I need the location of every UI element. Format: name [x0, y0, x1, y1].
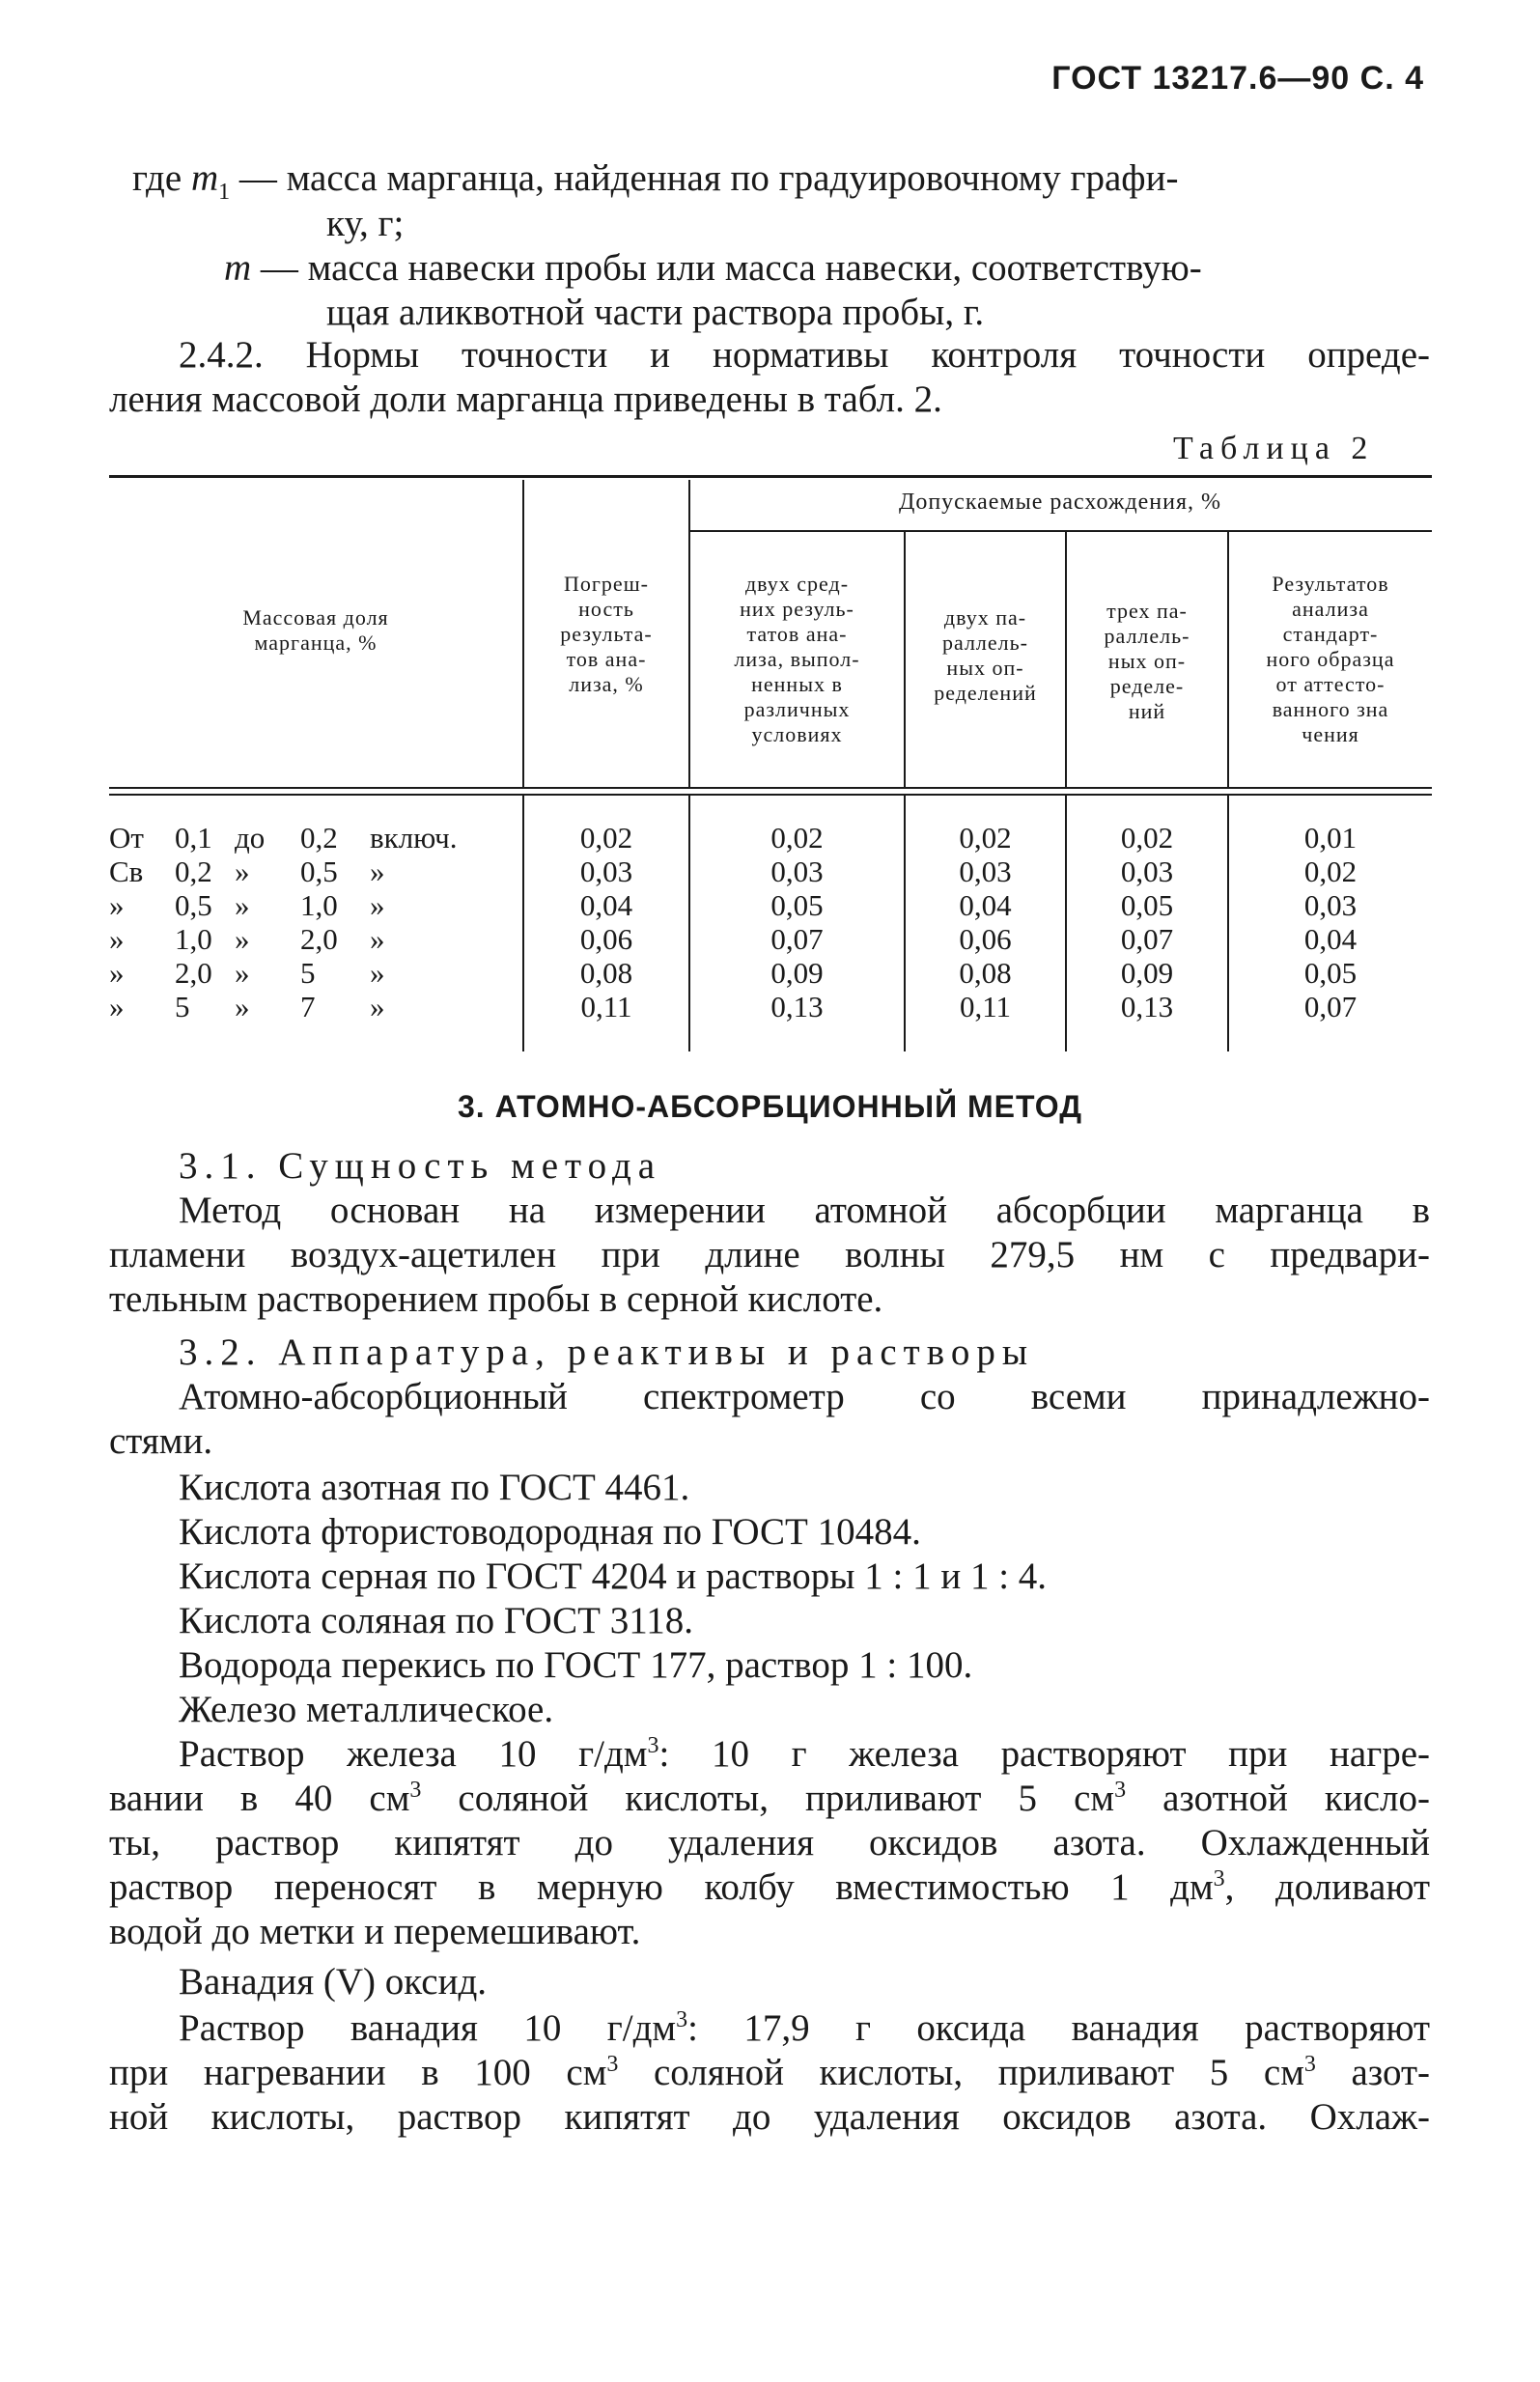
col-header-two-parallel: двух па- раллель- ных оп- ределений [934, 605, 1037, 705]
iron-solution-line-1: Раствор железа 10 $г/дм^3$: 10 г железа растворяют при нагре- [179, 1733, 1430, 1775]
reagent-item: Водорода перекись по ГОСТ 177, раствор 1 : 100. [179, 1644, 973, 1686]
row-label-part: » [370, 855, 385, 888]
row-label-part: » [370, 956, 385, 990]
row-label-part: » [370, 990, 385, 1023]
table-cell: 0,06 [959, 922, 1012, 956]
col-header-mass-fraction: Массовая доля марганца, % [242, 605, 389, 655]
table-cell: 0,13 [770, 990, 824, 1023]
row-label-part: 0,5 [300, 855, 338, 888]
table-cell: 0,04 [959, 888, 1012, 922]
col-header-reference-sample: Результатов анализа стандарт- ного образца от аттесто- ванного зна чения [1266, 572, 1395, 746]
row-label-part: Св [109, 855, 144, 888]
table-cell: 0,03 [959, 855, 1012, 888]
row-label-part: » [109, 956, 125, 990]
table-cell: 0,05 [1120, 888, 1174, 922]
heading-3-2: 3.2. Аппаратура, реактивы и растворы [179, 1331, 1035, 1373]
table-cell: 0,02 [1120, 821, 1174, 855]
row-label-part: 1,0 [300, 888, 338, 922]
reagent-item: Железо металлическое. [179, 1689, 554, 1730]
row-label-part: 5 [300, 956, 316, 990]
table-cell: 0,03 [1120, 855, 1174, 888]
reagent-item: Кислота фтористоводородная по ГОСТ 10484. [179, 1511, 921, 1553]
table-cell: 0,04 [579, 888, 633, 922]
table-cell: 0,02 [770, 821, 824, 855]
table-cell: 0,11 [580, 990, 632, 1023]
reagent-item: Кислота соляная по ГОСТ 3118. [179, 1600, 694, 1641]
row-label-part: » [235, 956, 250, 990]
definition-m1: где $m_1$ — масса марганца, найденная по градуировочному графи- [132, 157, 1179, 205]
table-top-rule [109, 475, 1432, 478]
table-cell: 0,07 [770, 922, 824, 956]
row-label-part: 0,1 [175, 821, 212, 855]
table-cell: 0,02 [1303, 855, 1358, 888]
row-label-part: » [109, 888, 125, 922]
table-cell: 0,06 [579, 922, 633, 956]
row-label-part: » [235, 922, 250, 956]
table-header-rule-1 [109, 787, 1432, 789]
table-caption: Таблица 2 [1173, 431, 1375, 466]
row-label-part: От [109, 821, 144, 855]
table-cell: 0,13 [1120, 990, 1174, 1023]
row-label-part: » [235, 855, 250, 888]
row-label-part: 5 [175, 990, 190, 1023]
row-label-part: » [109, 990, 125, 1023]
row-label-part: до [235, 821, 266, 855]
table-cell: 0,07 [1303, 990, 1358, 1023]
table-cell: 0,05 [1303, 956, 1358, 990]
table-cell: 0,09 [770, 956, 824, 990]
table-header-rule-2 [109, 794, 1432, 796]
table-cell: 0,03 [579, 855, 633, 888]
iron-solution-line-4: раствор переносят в мерную колбу вместимостью 1 $дм^3$, доливают [109, 1866, 1430, 1908]
row-label-part: » [235, 888, 250, 922]
row-label-part: » [370, 888, 385, 922]
col-header-error: Погреш- ность результа- тов ана- лиза, % [560, 572, 653, 696]
row-label-part: 7 [300, 990, 316, 1023]
group-header-rule [688, 530, 1432, 532]
table-cell: 0,11 [959, 990, 1012, 1023]
row-label-part: 2,0 [300, 922, 338, 956]
table-cell: 0,03 [770, 855, 824, 888]
row-label-part: 1,0 [175, 922, 212, 956]
table-cell: 0,07 [1120, 922, 1174, 956]
table-cell: 0,01 [1303, 821, 1358, 855]
table-cell: 0,08 [959, 956, 1012, 990]
row-label-part: включ. [370, 821, 458, 855]
heading-3-1: 3.1. Сущность метода [179, 1145, 662, 1187]
table-cell: 0,04 [1303, 922, 1358, 956]
accuracy-table [109, 475, 1432, 1054]
vanadium-solution-line-2: при нагревании в 100 $см^3$ соляной кислоты, приливают 5 $см^3$ азот- [109, 2052, 1430, 2093]
row-label-part: 0,2 [175, 855, 212, 888]
table-cell: 0,09 [1120, 956, 1174, 990]
row-label-part: 0,5 [175, 888, 212, 922]
col-header-two-means: двух сред- них резуль- татов ана- лиза, выпол- ненных в различных условиях [734, 572, 860, 746]
table-cell: 0,03 [1303, 888, 1358, 922]
table-cell: 0,08 [579, 956, 633, 990]
reagent-item: Кислота серная по ГОСТ 4204 и растворы 1 : 1 и 1 : 4. [179, 1555, 1048, 1597]
reagent-item: Кислота азотная по ГОСТ 4461. [179, 1467, 690, 1508]
table-cell: 0,05 [770, 888, 824, 922]
row-label-part: 2,0 [175, 956, 212, 990]
group-header: Допускаемые расхождения, % [898, 490, 1222, 515]
row-label-part: » [370, 922, 385, 956]
row-label-part: 0,2 [300, 821, 338, 855]
vanadium-solution-line-1: Раствор ванадия 10 $г/дм^3$: 17,9 г оксида ванадия растворяют [179, 2007, 1430, 2049]
iron-solution-line-2: вании в 40 $см^3$ соляной кислоты, приливают 5 $см^3$ азотной кисло- [109, 1778, 1430, 1819]
row-label-part: » [235, 990, 250, 1023]
page-header: ГОСТ 13217.6—90 С. 4 [1051, 60, 1424, 97]
table-cell: 0,02 [579, 821, 633, 855]
row-label-part: » [109, 922, 125, 956]
col-header-three-parallel: трех па- раллель- ных оп- ределе- ний [1104, 599, 1190, 723]
definition-m: m — масса навески пробы или масса навески, соответствую- [224, 247, 1202, 289]
section-title: 3. АТОМНО-АБСОРБЦИОННЫЙ МЕТОД [458, 1089, 1082, 1124]
table-cell: 0,02 [959, 821, 1012, 855]
